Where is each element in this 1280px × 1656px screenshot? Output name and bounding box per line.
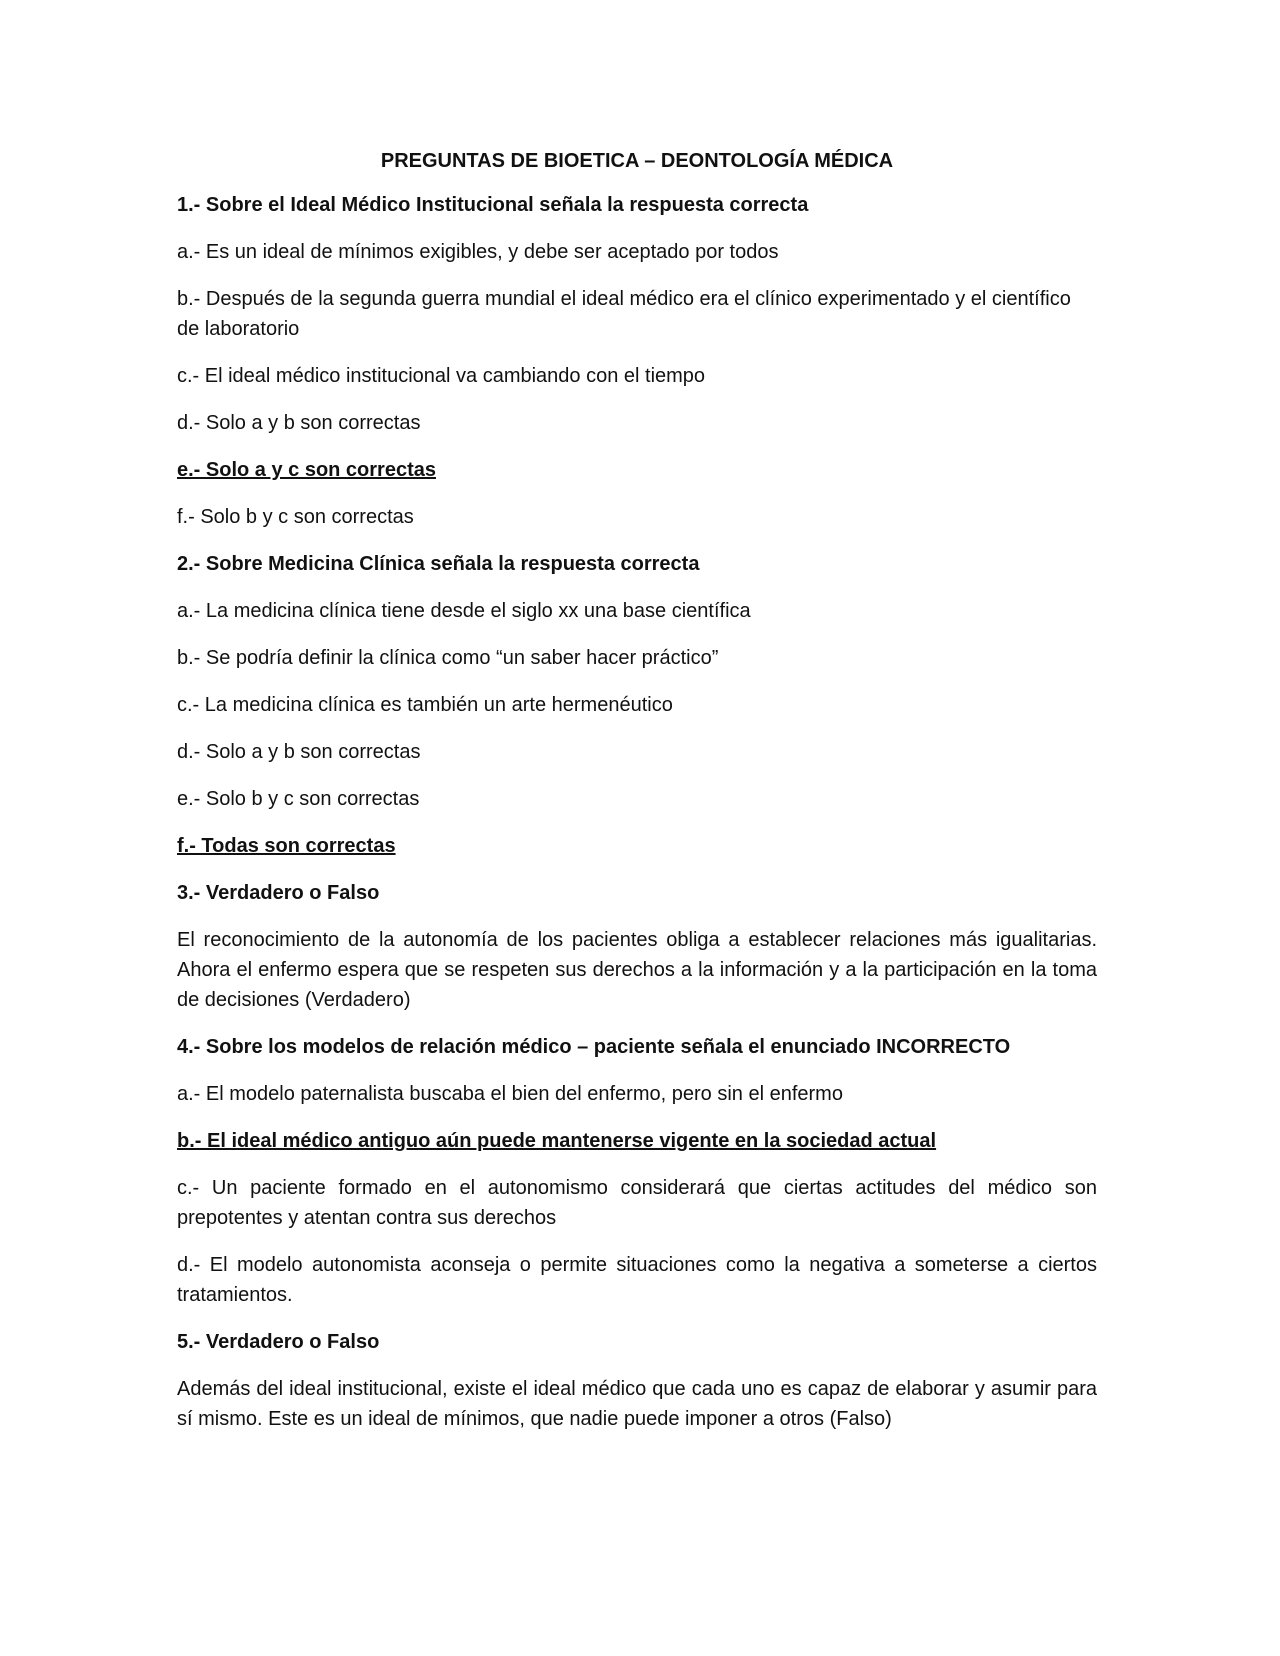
q2-option-f-correct: f.- Todas son correctas: [177, 835, 396, 857]
q4-option-a: a.- El modelo paternalista buscaba el bien del enfermo, pero sin el enfermo: [177, 1083, 843, 1105]
q2-option-e: e.- Solo b y c son correctas: [177, 788, 420, 810]
q2-option-c: c.- La medicina clínica es también un arte hermenéutico: [177, 694, 673, 716]
q2-option-b: b.- Se podría definir la clínica como “un saber hacer práctico”: [177, 647, 719, 669]
document-page: [177, 146, 1097, 1451]
q4-option-b-correct: b.- El ideal médico antiguo aún puede mantenerse vigente en la sociedad actual: [177, 1130, 937, 1152]
q4-option-c: c.- Un paciente formado en el autonomismo considerará que ciertas actitudes del médico son prepotentes y atentan contra sus derechos: [177, 1177, 1097, 1229]
q3-statement: El reconocimiento de la autonomía de los pacientes obliga a establecer relaciones más igualitarias. Ahora el enfermo espera que se respeten sus derechos a la información y a la participación en la toma de decisiones (Verdadero): [177, 929, 1097, 1011]
q2-option-a: a.- La medicina clínica tiene desde el siglo xx una base científica: [177, 600, 751, 622]
q4-option-d: d.- El modelo autonomista aconseja o permite situaciones como la negativa a someterse a ciertos tratamientos.: [177, 1254, 1097, 1306]
q1-option-d: d.- Solo a y b son correctas: [177, 412, 421, 434]
q5-statement: Además del ideal institucional, existe el ideal médico que cada uno es capaz de elaborar y asumir para sí mismo. Este es un ideal de mínimos, que nadie puede imponer a otros (Falso): [177, 1378, 1097, 1430]
question-3: 3.- Verdadero o Falso: [177, 882, 380, 904]
document-title: PREGUNTAS DE BIOETICA – DEONTOLOGÍA MÉDICA: [380, 150, 894, 172]
question-5: 5.- Verdadero o Falso: [177, 1331, 380, 1353]
q1-option-a: a.- Es un ideal de mínimos exigibles, y debe ser aceptado por todos: [177, 241, 779, 263]
q1-option-f: f.- Solo b y c son correctas: [177, 506, 414, 528]
question-2: 2.- Sobre Medicina Clínica señala la respuesta correcta: [177, 553, 700, 575]
q1-option-c: c.- El ideal médico institucional va cambiando con el tiempo: [177, 365, 706, 387]
q1-option-b: b.- Después de la segunda guerra mundial el ideal médico era el clínico experimentado y el científico de laboratorio: [177, 288, 1071, 340]
question-1: 1.- Sobre el Ideal Médico Institucional señala la respuesta correcta: [177, 194, 809, 216]
question-4: 4.- Sobre los modelos de relación médico – paciente señala el enunciado INCORRECTO: [177, 1036, 1011, 1058]
q2-option-d: d.- Solo a y b son correctas: [177, 741, 421, 763]
q1-option-e-correct: e.- Solo a y c son correctas: [177, 459, 436, 481]
